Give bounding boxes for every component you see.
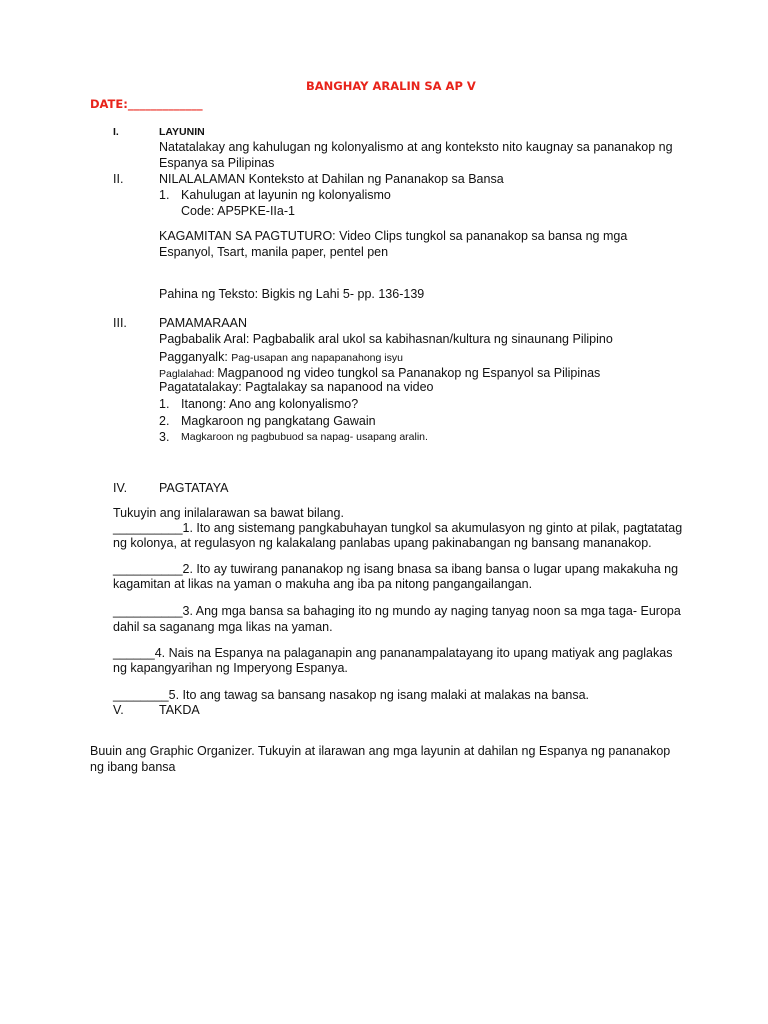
pagtataya-instruction: Tukuyin ang inilalarawan sa bawat bilang. <box>113 506 344 520</box>
nilalalaman-item-text: Kahulugan at layunin ng kolonyalismo <box>181 188 391 202</box>
pagbabalik-aral: Pagbabalik Aral: Pagbabalik aral ukol sa kabihasnan/kultura ng sinaunang Pilipino <box>159 332 613 346</box>
question-3-line-2: dahil sa saganang mga likas na yaman. <box>113 620 333 634</box>
question-5: ________5. Ito ang tawag sa bansang nasakop ng isang malaki at malakas na bansa. <box>113 688 590 702</box>
question-2-line-2: kagamitan at likas na yaman o makuha ang iba pa nitong pangangailangan. <box>113 577 533 591</box>
paglalahad-line <box>159 365 600 381</box>
step-number: 2. <box>159 414 170 428</box>
step-number: 3. <box>159 430 170 444</box>
step-text: Magkaroon ng pagbubuod sa napag- usapang aralin. <box>181 431 428 443</box>
pagtatalakay: Pagatatalakay: Pagtalakay sa napanood na video <box>159 380 434 394</box>
date-line: DATE:_____________ <box>90 97 203 111</box>
pagganyak-text: Pag-usapan ang napapanahong isyu <box>231 352 403 364</box>
paglalahad-text: Magpanood ng video tungkol sa Pananakop ng Espanyol sa Pilipinas <box>217 366 601 380</box>
kagamitan-line-2: Espanyol, Tsart, manila paper, pentel pen <box>159 245 389 259</box>
section-title-pagtataya: PAGTATAYA <box>159 481 229 495</box>
question-4-line-2: ng kapangyarihan ng Imperyong Espanya. <box>113 661 348 675</box>
nilalalaman-item-number: 1. <box>159 188 170 202</box>
section-number-5: V. <box>113 703 124 717</box>
section-title-nilalalaman: NILALALAMAN Konteksto at Dahilan ng Pananakop sa Bansa <box>159 172 504 186</box>
step-text: Magkaroon ng pangkatang Gawain <box>181 414 376 428</box>
takda-text-line-1: Buuin ang Graphic Organizer. Tukuyin at ilarawan ang mga layunin at dahilan ng Espanya ng pananakop <box>90 744 671 758</box>
question-3-line-1: __________3. Ang mga bansa sa bahaging ito ng mundo ay naging tanyag noon sa mga taga- Europa <box>113 604 681 618</box>
page-title: BANGHAY ARALIN SA AP V <box>306 79 476 93</box>
paglalahad-label: Paglalahad: <box>159 368 218 380</box>
layunin-text-line-1: Natatalakay ang kahulugan ng kolonyalismo at ang konteksto nito kaugnay sa pananakop ng <box>159 140 673 154</box>
question-1-line-2: ng kolonya, at regulasyon ng kalakalang panlabas upang pakinabangan ng bansang mananakop. <box>113 536 652 550</box>
pahina-ng-teksto: Pahina ng Teksto: Bigkis ng Lahi 5- pp. 136-139 <box>159 287 425 301</box>
layunin-text-line-2: Espanya sa Pilipinas <box>159 156 275 170</box>
section-number-1: I. <box>113 126 119 138</box>
pagganyak-label: Pagganyalk: <box>159 350 232 364</box>
question-1-line-1: __________1. Ito ang sistemang pangkabuhayan tungkol sa akumulasyon ng ginto at pilak, pagtatatag <box>113 521 683 535</box>
pagganyak-line <box>159 349 403 365</box>
section-number-3: III. <box>113 316 127 330</box>
section-title-layunin: LAYUNIN <box>159 126 205 138</box>
section-title-takda: TAKDA <box>159 703 200 717</box>
competency-code: Code: AP5PKE-IIa-1 <box>181 204 295 218</box>
section-number-4: IV. <box>113 481 128 495</box>
question-2-line-1: __________2. Ito ay tuwirang pananakop ng isang bnasa sa ibang bansa o lugar upang makakuha ng <box>113 562 679 576</box>
question-4-line-1: ______4. Nais na Espanya na palaganapin ang pananampalatayang ito upang matiyak ang paglakas <box>113 646 673 660</box>
takda-text-line-2: ng ibang bansa <box>90 760 176 774</box>
step-text: Itanong: Ano ang kolonyalismo? <box>181 397 359 411</box>
section-number-2: II. <box>113 172 124 186</box>
kagamitan-line-1: KAGAMITAN SA PAGTUTURO: Video Clips tungkol sa pananakop sa bansa ng mga <box>159 229 628 243</box>
section-title-pamamaraan: PAMAMARAAN <box>159 316 247 330</box>
step-number: 1. <box>159 397 170 411</box>
